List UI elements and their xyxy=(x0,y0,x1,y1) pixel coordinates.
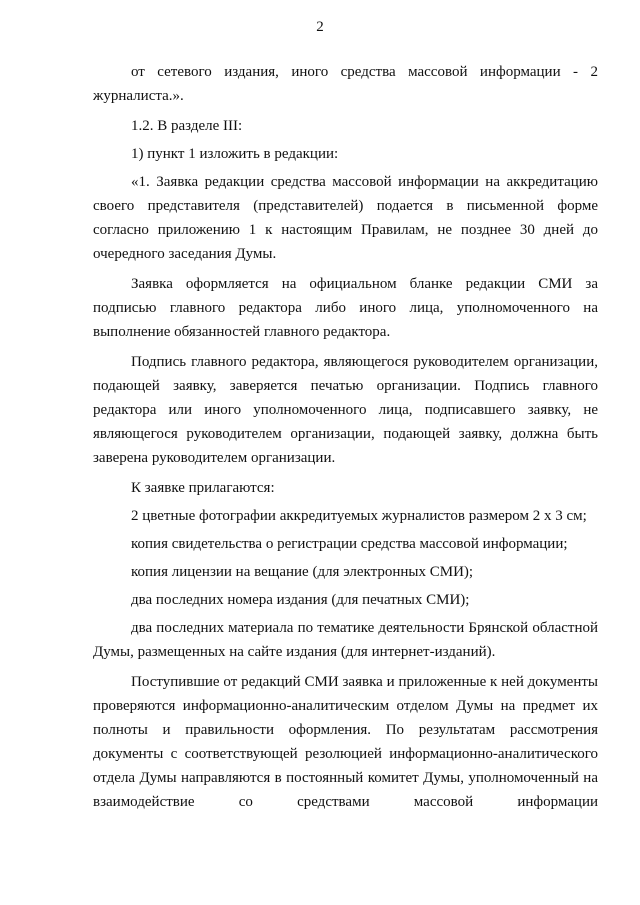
paragraph-section-heading: 1.2. В разделе III: xyxy=(131,118,243,134)
page-number: 2 xyxy=(316,19,324,35)
list-item-print-issues: два последних номера издания (для печатных СМИ); xyxy=(131,592,470,608)
paragraph-item-heading: 1) пункт 1 изложить в редакции: xyxy=(131,146,339,162)
list-item-license: копия лицензии на вещание (для электронных СМИ); xyxy=(131,564,474,580)
list-item-certificate: копия свидетельства о регистрации средства массовой информации; xyxy=(131,536,568,552)
paragraph-application-clause: «1. Заявка редакции средства массовой информации на аккредитацию своего представителя (представителей) подается в письменной форме согласно приложению 1 к настоящим Правилам, не позднее 30 дней до очередного заседания Думы. xyxy=(93,174,598,262)
list-item-photos: 2 цветные фотографии аккредитуемых журналистов размером 2 х 3 см; xyxy=(131,508,587,524)
document-body xyxy=(93,60,598,820)
paragraph-signature: Подпись главного редактора, являющегося руководителем организации, подающей заявку, заверяется печатью организации. Подпись главного редактора или иного уполномоченного лица, подписавшего заявку, не являющегося руководителем организации, подающей заявку, должна быть заверена руководителем организации. xyxy=(93,354,598,466)
paragraph-attachments-intro: К заявке прилагаются: xyxy=(131,480,275,496)
paragraph-application-form: Заявка оформляется на официальном бланке редакции СМИ за подписью главного редактора либо иного лица, уполномоченного на выполнение обязанностей главного редактора. xyxy=(93,276,598,340)
paragraph-continuation: от сетевого издания, иного средства массовой информации - 2 журналиста.». xyxy=(93,64,598,104)
paragraph-review: Поступившие от редакций СМИ заявка и приложенные к ней документы проверяются информационно-аналитическим отделом Думы на предмет их полноты и правильности оформления. По результатам рассмотрения документы с соответствующей резолюцией информационно-аналитического отдела Думы направляются в постоянный комитет Думы, уполномоченный на взаимодействие со средствами массовой информации xyxy=(93,674,598,810)
list-item-online-materials: два последних материала по тематике деятельности Брянской областной Думы, размещенных на сайте издания (для интернет-изданий). xyxy=(93,620,598,660)
